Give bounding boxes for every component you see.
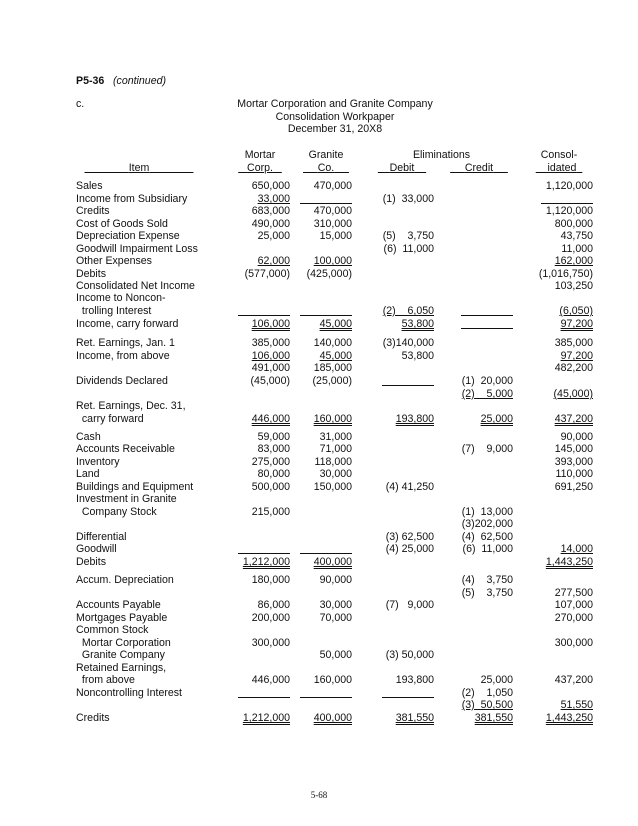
cell-consol: 800,000 (554, 218, 593, 230)
cell-consol: 1,120,000 (545, 205, 593, 217)
cell-granite: 185,000 (313, 362, 352, 374)
cell-debit: (6) 11,000 (383, 243, 434, 255)
cell-debit: 53,800 (401, 350, 434, 362)
row-label: Granite Company (76, 649, 165, 661)
cell-mortar: 180,000 (251, 574, 290, 586)
cell-mortar: 106,000 (251, 350, 290, 362)
cell-mortar: 1,212,000 (242, 712, 290, 724)
row-label: Income, carry forward (76, 318, 179, 330)
col-mortar-top: Mortar (244, 149, 276, 161)
rule-line (520, 193, 593, 204)
cell-debit: (1) 33,000 (382, 193, 434, 205)
col-consol-top: Consol- (540, 149, 578, 161)
cell-consol: 437,200 (554, 674, 593, 686)
cell-credit: (6) 11,000 (462, 543, 513, 555)
rule-line (292, 543, 352, 554)
cell-granite: 90,000 (319, 574, 352, 586)
cell-credit: (1) 20,000 (461, 375, 513, 387)
cell-mortar: 650,000 (251, 180, 290, 192)
company-title: Mortar Corporation and Granite Company (237, 98, 433, 110)
cell-mortar: 1,212,000 (242, 556, 290, 568)
cell-granite: 45,000 (319, 318, 352, 330)
row-label: Investment in Granite (76, 493, 177, 505)
cell-debit: (4) 25,000 (385, 543, 434, 555)
cell-credit: (3)202,000 (461, 518, 513, 530)
row-label: trolling Interest (76, 305, 152, 317)
row-label: Goodwill Impairment Loss (76, 243, 198, 255)
rule-stroke (238, 315, 290, 316)
cell-granite: 30,000 (319, 599, 352, 611)
cell-granite: 50,000 (319, 649, 352, 661)
cell-mortar: 446,000 (251, 674, 290, 686)
rule-stroke (300, 697, 352, 698)
cell-consol: 691,250 (554, 481, 593, 493)
cell-consol: 51,550 (560, 699, 593, 711)
row-label: Income from Subsidiary (76, 193, 188, 205)
cell-granite: 31,000 (319, 431, 352, 443)
cell-mortar: 446,000 (251, 413, 290, 425)
rule-stroke (382, 385, 434, 386)
cell-credit: (4) 3,750 (461, 574, 513, 586)
cell-granite: 310,000 (313, 218, 352, 230)
row-label: Cost of Goods Sold (76, 218, 168, 230)
row-label: Income, from above (76, 350, 170, 362)
cell-debit: 381,550 (395, 712, 434, 724)
cell-consol: 107,000 (554, 599, 593, 611)
row-label: from above (76, 674, 135, 686)
rule-line (370, 375, 434, 386)
cell-granite: 140,000 (313, 337, 352, 349)
rule-line (370, 687, 434, 698)
row-label: Cash (76, 431, 101, 443)
row-label: Goodwill (76, 543, 117, 555)
cell-mortar: 200,000 (251, 612, 290, 624)
row-label: Debits (76, 556, 107, 568)
cell-mortar: 83,000 (257, 443, 290, 455)
rule-stroke (238, 697, 290, 698)
row-label: Land (76, 468, 100, 480)
cell-mortar: 275,000 (251, 456, 290, 468)
row-label: Company Stock (76, 506, 157, 518)
row-label: Buildings and Equipment (76, 481, 194, 493)
cell-mortar: 215,000 (251, 506, 290, 518)
cell-granite: 160,000 (313, 413, 352, 425)
cell-credit: (1) 13,000 (461, 506, 513, 518)
row-label: carry forward (76, 413, 144, 425)
cell-consol: 385,000 (554, 337, 593, 349)
cell-consol: 300,000 (554, 637, 593, 649)
cell-credit: (7) 9,000 (461, 443, 513, 455)
rule-stroke (238, 553, 290, 554)
row-label: Noncontrolling Interest (76, 687, 182, 699)
row-label: Credits (76, 712, 110, 724)
cell-granite: 15,000 (319, 230, 352, 242)
rule-stroke (461, 328, 513, 329)
cell-mortar: 59,000 (257, 431, 290, 443)
cell-debit: 193,800 (395, 413, 434, 425)
cell-mortar: 25,000 (257, 230, 290, 242)
cell-credit: (2) 5,000 (461, 388, 513, 400)
rule-line (292, 305, 352, 316)
rule-stroke (300, 315, 352, 316)
rule-stroke (461, 315, 513, 316)
rule-stroke (382, 697, 434, 698)
cell-mortar: 300,000 (251, 637, 290, 649)
row-label: Depreciation Expense (76, 230, 180, 242)
cell-credit: 25,000 (480, 413, 513, 425)
col-granite-bottom: Co. (317, 162, 335, 174)
cell-debit: (3) 62,500 (385, 531, 434, 543)
col-eliminations: Eliminations (412, 149, 471, 161)
rule-line (445, 305, 513, 316)
rule-line (228, 543, 290, 554)
page-number: 5-68 (310, 790, 328, 800)
cell-mortar: (577,000) (244, 268, 290, 280)
cell-consol: 1,443,250 (545, 556, 593, 568)
cell-credit: 381,550 (474, 712, 513, 724)
row-label: Sales (76, 180, 103, 192)
cell-granite: 100,000 (313, 255, 352, 267)
col-consol-bottom: idated (547, 162, 577, 174)
row-label: Ret. Earnings, Dec. 31, (76, 400, 186, 412)
cell-consol: 11,000 (561, 243, 593, 255)
cell-consol: 1,120,000 (545, 180, 593, 192)
cell-granite: 45,000 (319, 350, 352, 362)
cell-credit: (3) 50,500 (461, 699, 513, 711)
cell-granite: 150,000 (313, 481, 352, 493)
cell-mortar: 385,000 (251, 337, 290, 349)
cell-granite: (25,000) (312, 375, 352, 387)
workpaper-title: Consolidation Workpaper (275, 111, 395, 123)
row-label: Income to Noncon- (76, 292, 166, 304)
cell-consol: 103,250 (554, 280, 593, 292)
cell-mortar: 33,000 (257, 193, 290, 205)
col-credit: Credit (464, 162, 494, 174)
rule-stroke (300, 203, 352, 204)
rule-line (292, 193, 352, 204)
cell-mortar: 683,000 (251, 205, 290, 217)
cell-granite: 118,000 (314, 456, 352, 468)
cell-consol: 110,000 (555, 468, 593, 480)
col-mortar-bottom: Corp. (247, 162, 273, 174)
cell-granite: 400,000 (313, 712, 352, 724)
cell-credit: 25,000 (480, 674, 513, 686)
cell-mortar: 80,000 (257, 468, 290, 480)
col-item: Item (128, 162, 150, 174)
row-label: Retained Earnings, (76, 662, 167, 674)
cell-consol: (6,050) (559, 305, 593, 317)
cell-consol: 162,000 (554, 255, 593, 267)
row-label: Common Stock (76, 624, 149, 636)
cell-consol: 14,000 (560, 543, 593, 555)
cell-credit: (2) 1,050 (461, 687, 513, 699)
cell-mortar: 500,000 (251, 481, 290, 493)
cell-granite: 70,000 (319, 612, 352, 624)
cell-mortar: 106,000 (251, 318, 290, 330)
cell-debit: 53,800 (401, 318, 434, 330)
cell-consol: 437,200 (554, 413, 593, 425)
cell-consol: 270,000 (554, 612, 593, 624)
row-label: Accum. Depreciation (76, 574, 174, 586)
row-label: Accounts Receivable (76, 443, 175, 455)
cell-consol: 90,000 (560, 431, 593, 443)
row-label: Other Expenses (76, 255, 152, 267)
row-label: Inventory (76, 456, 120, 468)
cell-granite: 470,000 (313, 205, 352, 217)
cell-mortar: 62,000 (257, 255, 290, 267)
cell-granite: 160,000 (313, 674, 352, 686)
cell-consol: 277,500 (554, 587, 593, 599)
problem-note: (continued) (113, 75, 166, 87)
date-line: December 31, 20X8 (287, 123, 383, 135)
rule-stroke (541, 203, 593, 204)
col-granite-top: Granite (308, 149, 344, 161)
cell-debit: (3) 50,000 (385, 649, 434, 661)
part-label: c. (76, 98, 85, 110)
cell-granite: (425,000) (306, 268, 352, 280)
cell-mortar: (45,000) (250, 375, 290, 387)
cell-consol: 1,443,250 (545, 712, 593, 724)
row-label: Mortgages Payable (76, 612, 168, 624)
rule-stroke (300, 553, 352, 554)
cell-consol: 43,750 (560, 230, 593, 242)
cell-consol: (45,000) (553, 388, 593, 400)
rule-line (292, 687, 352, 698)
problem-number: P5-36 (76, 75, 105, 87)
row-label: Consolidated Net Income (76, 280, 195, 292)
rule-line (228, 687, 290, 698)
cell-credit: (4) 62,500 (461, 531, 513, 543)
cell-granite: 71,000 (319, 443, 352, 455)
row-label: Dividends Declared (76, 375, 168, 387)
cell-debit: (3)140,000 (382, 337, 434, 349)
rule-line (228, 305, 290, 316)
cell-mortar: 86,000 (257, 599, 290, 611)
cell-mortar: 490,000 (251, 218, 290, 230)
col-debit: Debit (389, 162, 415, 174)
cell-granite: 470,000 (313, 180, 352, 192)
cell-debit: (7) 9,000 (385, 599, 434, 611)
row-label: Credits (76, 205, 110, 217)
cell-debit: (4) 41,250 (385, 481, 434, 493)
row-label: Accounts Payable (76, 599, 161, 611)
row-label: Ret. Earnings, Jan. 1 (76, 337, 175, 349)
cell-consol: 482,200 (554, 362, 593, 374)
cell-debit: (2) 6,050 (382, 305, 434, 317)
cell-mortar: 491,000 (251, 362, 290, 374)
cell-credit: (5) 3,750 (461, 587, 513, 599)
cell-consol: 145,000 (554, 443, 593, 455)
row-label: Differential (76, 531, 127, 543)
cell-consol: 97,200 (560, 350, 593, 362)
row-label: Mortar Corporation (76, 637, 171, 649)
cell-granite: 400,000 (313, 556, 352, 568)
cell-debit: (5) 3,750 (382, 230, 434, 242)
rule-line (445, 318, 513, 329)
cell-consol: (1,016,750) (538, 268, 593, 280)
cell-consol: 393,000 (554, 456, 593, 468)
cell-debit: 193,800 (395, 674, 434, 686)
row-label: Debits (76, 268, 107, 280)
cell-consol: 97,200 (560, 318, 593, 330)
cell-granite: 30,000 (319, 468, 352, 480)
